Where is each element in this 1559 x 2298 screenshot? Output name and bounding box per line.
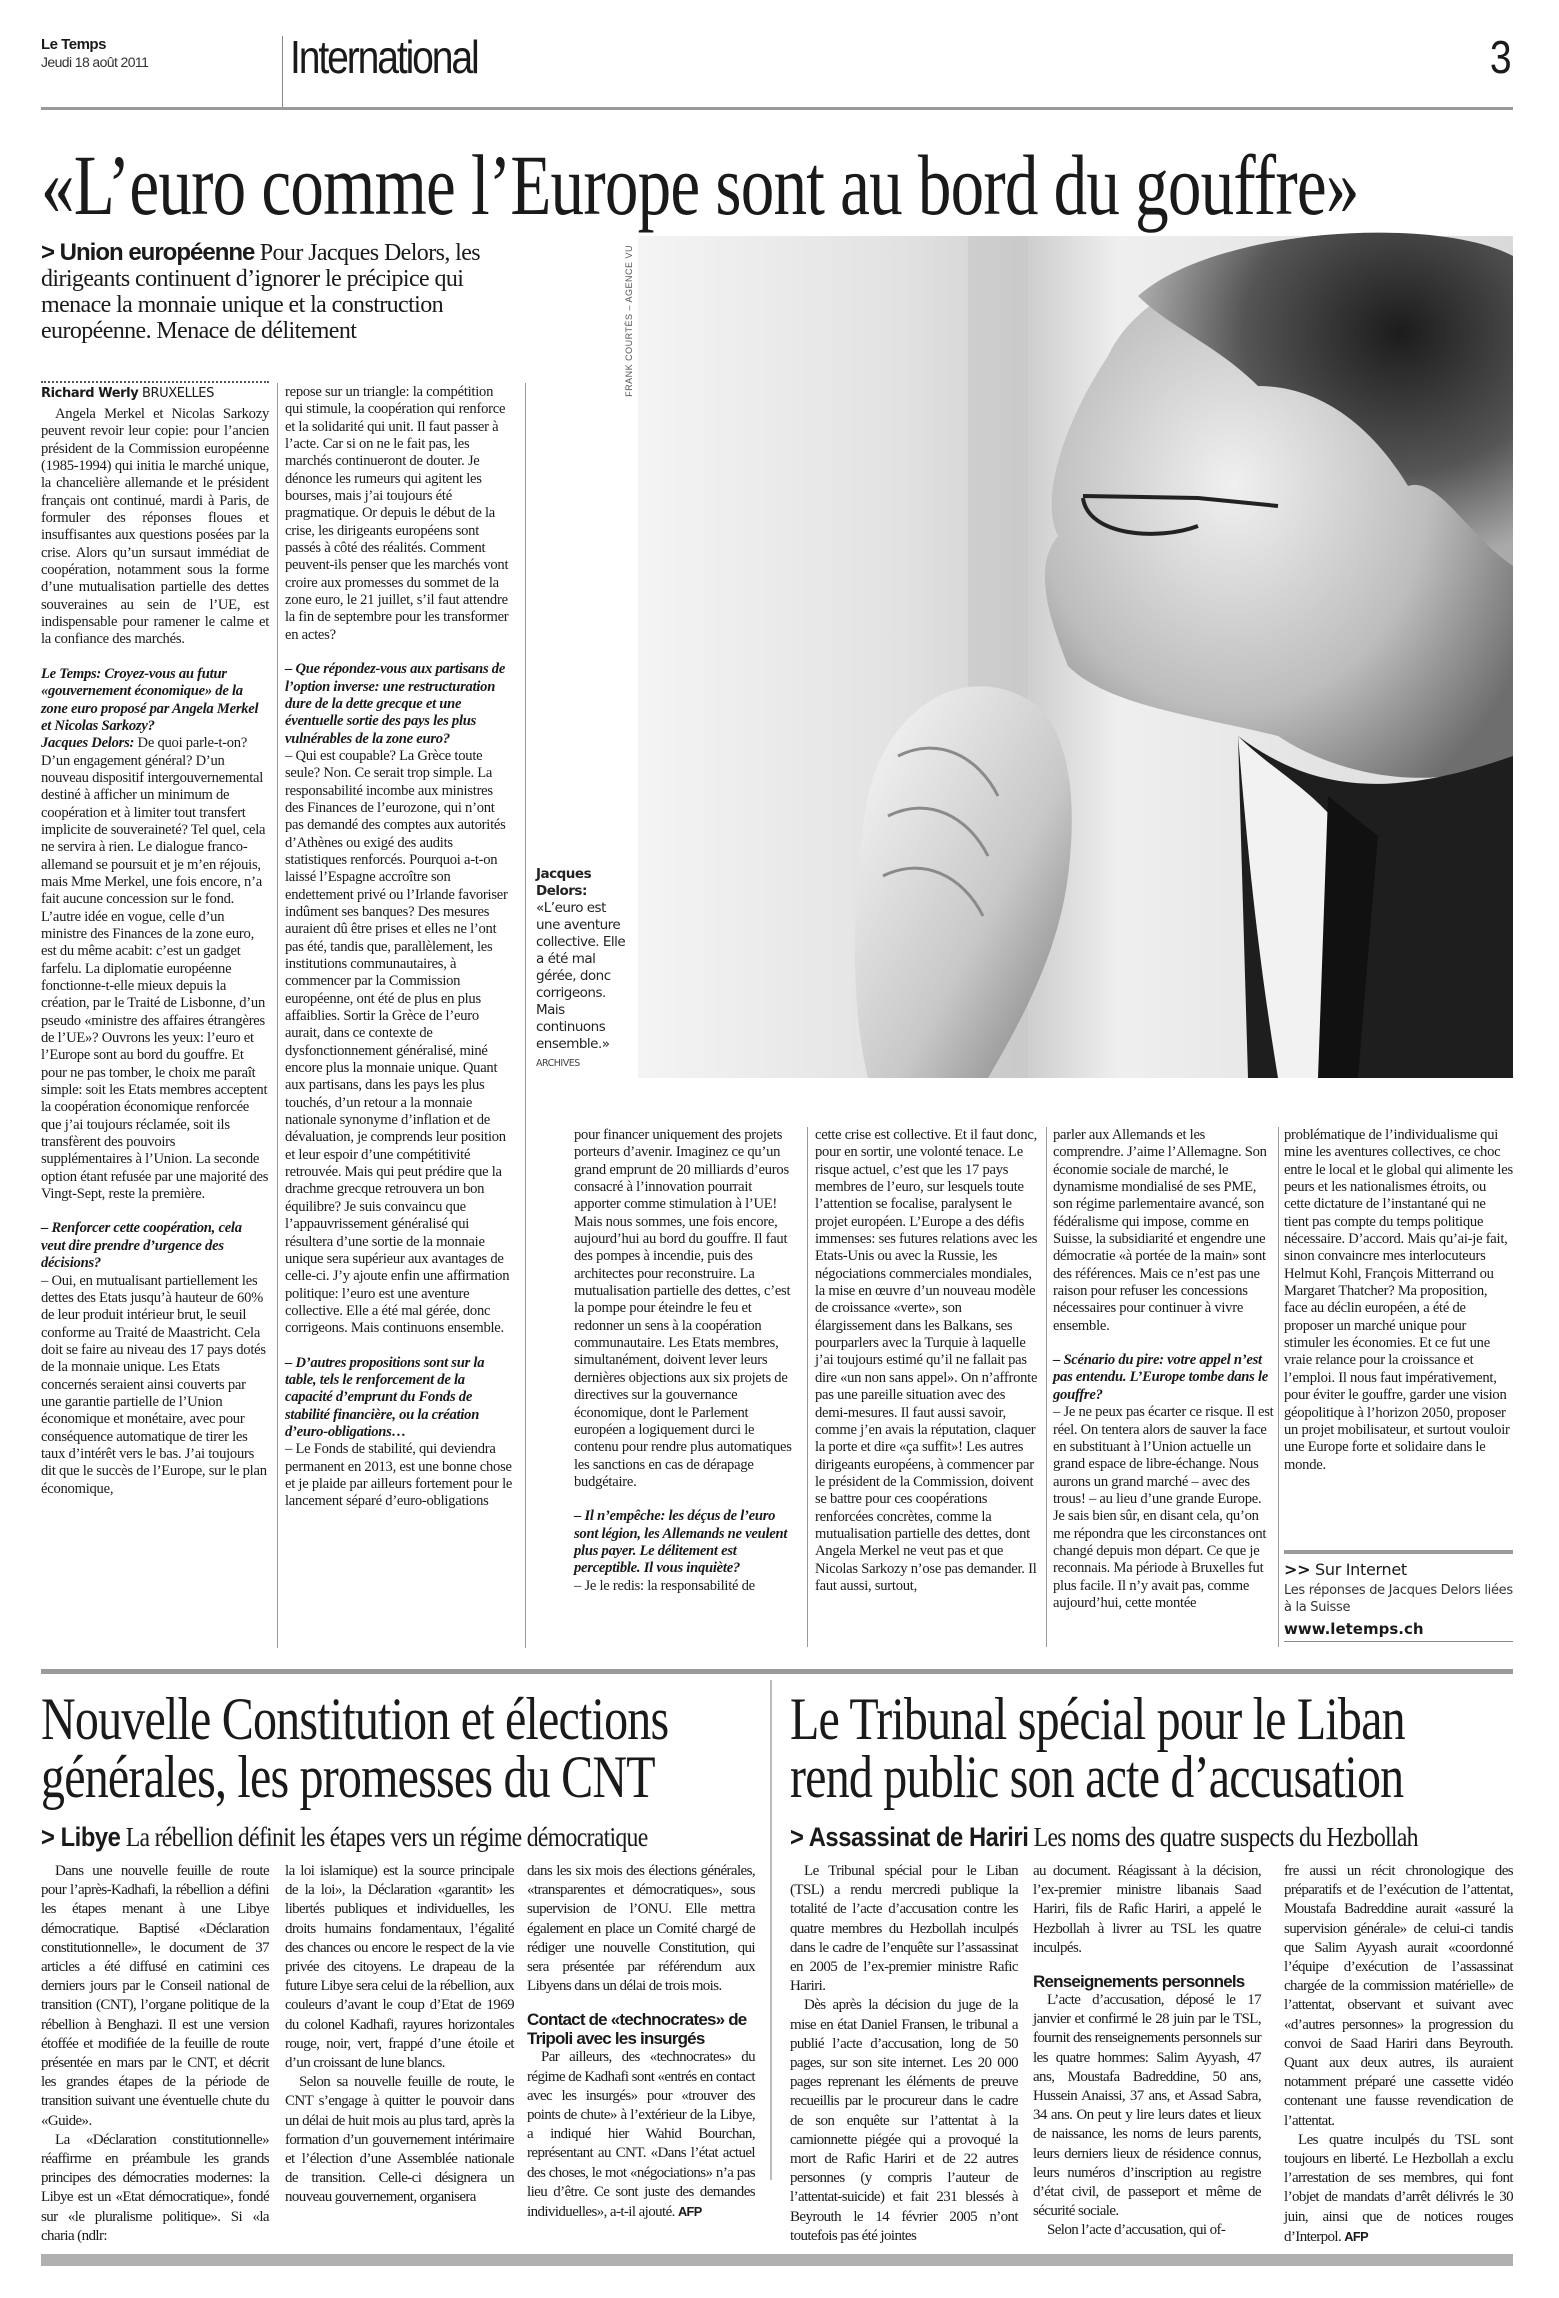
paragraph-text: cette crise est collective. Et il faut donc, pour en sortir, une volonté tenace. Le risque actuel, c’est que les 17 pays membres de l’euro, sur lesquels toute l’attention se focalise, paralysent le projet européen. L’Europe a des défis immenses: ses futures relations avec les Etats-Unis ou avec la Russie, les négociations commerciales mondiales, la mise en œuvre d’un nouveau modèle de croissance «verte», son élargissement dans les Balkans, ses pourparlers avec la Turquie à laquelle j’ai toujours estimé qu’il ne fallait pas dire «un non sans appel». On n’affronte pas une pareille situation avec des demi-mesures. Il faut aussi savoir, comme j’en avais la réputation, claquer la porte et dire «ça suffit»! Les autres dirigeants européens, à commencer par le président de la Commission, doivent se battre pour ces coopérations renforcées concrètes, comme la mutualisation partielle des dettes, dont Angela Merkel ne veut pas et que Nicolas Sarkozy n’ose pas demander. Il faut aussi, surtout, [815,1127,1038,1594]
libya-kicker: > Libye [41,1822,121,1852]
paragraph [1033,2221,1261,2240]
paragraph [527,2048,755,2222]
lebanon-column-2 [1033,1862,1261,2239]
lebanon-headline-line-1: Le Tribunal spécial pour le Liban [790,1686,1405,1752]
paragraph-text: pour financer uniquement des projets porteurs d’avenir. Imaginez ce qu’un grand emprunt de 20 milliards d’euros consacré à l’innovation pourrait apporter comme stimulation à l’UE! Mais nous sommes, une fois encore, aujourd’hui au bord du gouffre. Il faut des pompes à incendie, puis des architectes pour reconstruire. La mutualisation partielle des dettes, c’est la pompe pour éteindre le feu et redonner un sens à la coopération communautaire. Les Etats membres, simultanément, doivent lever leurs dernières objections aux six projets de directives sur la gouvernance économique, dont le Parlement européen a logiquement durci le contenu pour rendre plus automatiques les sanctions en cas de dérapage budgétaire. [574,1127,792,1490]
paragraph-text: – Le Fonds de stabilité, qui deviendra permanent en 2013, est une bonne chose et je plaide par ailleurs fortement pour le lancement séparé d’euro-obligations [285,1441,513,1510]
paragraph-text: L’acte d’accusation, déposé le 17 janvier et confirmé le 28 juin par le TSL, fournit des renseignements personnels sur les quatre hommes: Salim Ayyash, 47 ans, Moustafa Badreddine, 50 ans, Hussein Anaissi, 37 ans, et Assad Sabra, 34 ans. On peut y lire leurs dates et lieux de naissance, les noms de leurs parents, leurs derniers lieux de résidence connus, leurs numéros d’inscription au registre d’état civil, de passeport et même de sécurité sociale. [1033,1992,1261,2220]
photo-credit: FRANK COURTÈS – AGENCE VU [624,245,634,397]
paragraph [574,1578,798,1595]
article-column-5 [1053,1127,1275,1652]
paragraph-text: Les quatre inculpés du TSL sont toujours en liberté. Le Hezbollah a exclu l’arrestation de ses membres, qui font l’objet de mandats d’arrêt délivrés le 30 juin, ainsi que de notices rouges d’Interpol. [1284,2131,1513,2245]
paragraph [285,384,514,644]
libya-deck [41,1822,648,1853]
paragraph-text: fre aussi un récit chronologique des préparatifs et de l’exécution de l’attentat, Moustafa Badreddine aurait «assuré la supervision générale» de celui-ci tandis que Salim Ayyash aurait «coordonné l’équipe d’exécution de l’assassinat chargée de la commission matérielle» de l’attentat, observant et suivant avec «d’autres personnes» la progression du convoi de Saad Hariri dans Beyrouth. Quant aux deux autres, ils auraient notamment préparé une cassette vidéo contenant une fausse revendication de l’attentat. [1284,1863,1513,2129]
lebanon-headline [790,1686,1559,1810]
byline-author: Richard Werly [41,386,139,401]
lebanon-column-1 [790,1862,1018,2244]
lebanon-kicker: > Assassinat de Hariri [790,1822,1029,1852]
paragraph-text: – Je ne peux pas écarter ce risque. Il est réel. On tentera alors de sauver la face en substituant à l’Union actuelle un grand espace de libre-échange. Nous aurons un grand marché – avec des trous! – au lieu d’une grande Europe. Je sais bien sûr, en disant cela, qu’on me répondra que les circonstances ont changé depuis mon départ. Ce que je reconnais. Ma période à Bruxelles fut plus facile. Il n’y avait pas, comme aujourd’hui, cette montée [1053,1404,1274,1611]
paragraph-text: parler aux Allemands et les comprendre. J’aime l’Allemagne. Son économie sociale de marché, le dynamisme mondialisé de ses PME, son régime parlementaire avancé, son fédéralisme qui impose, comme en Suisse, la subsidiarité et engendre une démocratie «à portée de la main» sont des références. Mais ce n’est pas une raison pour refuser les concessions nécessaires pour continuer à vivre ensemble. [1053,1127,1267,1334]
web-teaser [1284,1550,1513,1642]
paragraph [41,1273,269,1498]
libya-headline-line-2: générales, les promesses du CNT [41,1744,655,1810]
web-teaser-text: Les réponses de Jacques Delors liées à la Suisse [1284,1583,1513,1615]
subheading: Contact de «technocrates» de Tripoli avec les insurgés [527,2010,747,2049]
column-divider [1278,1127,1279,1647]
paragraph-text: repose sur un triangle: la compétition qui stimule, la coopération qui renforce et la solidarité qui unit. Il faut passer à l’acte. Car si on ne le fait pas, les marchés continueront de douter. Je dénonce les rumeurs qui agitent les bourses, mais j’ai toujours été pragmatique. Or depuis le début de la crise, les dirigeants européens sont passés à côté des réalités. Comment peuvent-ils penser que les marchés vont croire aux promesses du sommet de la zone euro, le 21 juillet, s’il faut attendre la fin de septembre pour les transformer en actes? [285,384,509,643]
arrows-icon: >> [1284,1560,1311,1579]
byline-place: BRUXELLES [138,386,214,401]
issue-date: Jeudi 18 août 2011 [41,54,149,70]
interview-question [285,661,514,748]
page-number: 3 [1490,31,1512,83]
column-divider [277,383,278,1648]
byline-rule [41,381,269,383]
page-footer-bar [41,2254,1513,2266]
deck-text: Pour Jacques Delors, les dirigeants continuent d’ignorer le précipice qui menace la monnaie unique et la construction européenne. Menace de délitement [41,240,480,344]
main-headline: «L’euro comme l’Europe sont au bord du gouffre» [41,137,1359,233]
caption-name: Jacques Delors: [536,866,592,899]
libya-column-3 [527,1862,755,2221]
article-divider [770,1680,772,2180]
main-deck [41,240,511,344]
paragraph-text: Le Temps: Croyez-vous au futur «gouvernement économique» de la zone euro proposé par Angela Merkel et Nicolas Sarkozy? [41,665,259,734]
libya-headline [41,1686,825,1810]
photo-caption [536,866,632,1072]
paragraph-text: problématique de l’individualisme qui mine les aventures collectives, ce choc entre le local et le global qui alimente les peurs et les nationalismes étroits, ou cette dictature de l’instantané qui ne tient pas compte du temps politique nécessaire. D’accord. Mais qu’ai-je fait, sinon convaincre mes interlocuteurs Helmut Kohl, François Mitterrand ou Margaret Thatcher? Ma proposition, face au déclin européen, a été de proposer un marché unique pour stimuler les économies. Et ce fut une vraie relance pour la croissance et l’emploi. Il nous faut impérativement, pour éviter le gouffre, garder une vision géopolitique à l’horizon 2050, proposer un projet mobilisateur, et surtout vouloir une Europe forte et solidaire dans le monde. [1284,1127,1513,1473]
paragraph [1033,1991,1261,2221]
paragraph [1284,1862,1513,2131]
section-separator [41,1669,1513,1674]
libya-deck-text: La rébellion définit les étapes vers un régime démocratique [120,1822,648,1852]
paragraph [285,1441,514,1510]
deck-kicker: > Union européenne [41,239,255,266]
web-teaser-link[interactable]: www.letemps.ch [1284,1620,1513,1642]
paragraph-text: – Scénario du pire: votre appel n’est pas entendu. L’Europe tombe dans le gouffre? [1053,1352,1269,1403]
paragraph [527,1862,755,1996]
paragraph-text: au document. Réagissant à la décision, l’ex-premier ministre libanais Saad Hariri, fils de Rafic Hariri, a appelé le Hezbollah à livrer au TSL les quatre inculpés. [1033,1863,1261,1956]
paragraph-text: dans les six mois des élections générales, «transparentes et démocratiques», sous supervision de l’ONU. Elle mettra également en place un Comité chargé de rédiger une nouvelle Constitution, qui sera présentée par référendum aux Libyens dans un délai de trois mois. [527,1863,755,1995]
paragraph [1053,1404,1275,1612]
paragraph [41,735,269,1203]
interview-question [41,666,269,735]
lebanon-column-3 [1284,1862,1513,2245]
article-column-1 [41,406,269,1651]
paragraph-text: Angela Merkel et Nicolas Sarkozy peuvent revoir leur copie: pour l’ancien président de la Commission européenne (1985-1994) qui initia le marché unique, la chancelière allemande et le président français ont continué, mardi à Paris, de formuler des réponses floues et insuffisantes aux questions posées par la crise. Alors qu’un sursaut immédiat de coopération, notamment sous la forme d’une mutualisation partielle des dettes souveraines au sein de l’UE, est indispensable pour ramener le calme et la confiance des marchés. [41,406,269,648]
paragraph-text: De quoi parle-t-on? D’un engagement général? D’un nouveau dispositif intergouvernemental destiné à afficher un minimum de coopération et à limiter tout transfert implicite de souveraineté? Tel quel, cela ne servira à rien. Le dialogue franco-allemand se poursuit et je m’en réjouis, mais Mme Merkel, une fois encore, n’a fait aucune concession sur le fond. L’autre idée en vogue, celle d’un ministre des Finances de la zone euro, est du même acabit: c’est un gadget farfelu. La diplomatie européenne fonctionne-t-elle mieux depuis la création, par le Traité de Lisbonne, d’un pseudo «ministre des affaires étrangères de l’UE»? Ouvrons les yeux: l’euro et l’Europe sont au bord du gouffre. Et pour ne pas tomber, le choix me paraît simple: soit les Etats membres acceptent la coopération économique renforcée que j’ai toujours réclamée, soit ils transfèrent des pouvoirs supplémentaires à l’Union. La seconde option étant refusée par une majorité des Vingt-Sept, reste la première. [41,735,269,1203]
paragraph-text: Selon l’acte d’accusation, qui of- [1047,2222,1226,2239]
lebanon-headline-line-2: rend public son acte d’accusation [790,1744,1404,1810]
paragraph-text: – Que répondez-vous aux partisans de l’option inverse: une restructuration dure de la dette grecque et une éventuelle sortie des pays les plus vulnérables de la zone euro? [285,661,506,747]
libya-headline-line-1: Nouvelle Constitution et élections [41,1686,669,1752]
article-column-6 [1284,1127,1513,1547]
article-column-3 [574,1127,798,1652]
portrait-photo [638,236,1513,1078]
header-rule [41,107,1513,110]
libya-column-2 [285,1862,514,2206]
paragraph-text: la loi islamique) est la source principale de la loi», la Déclaration «garantit» les libertés publiques et individuelles, les droits humains fondamentaux, l’égalité des chances ou encore le respect de la vie privée des citoyens. Le drapeau de la future Libye sera celui de la rébellion, aux couleurs d’avant le coup d’Etat de 1969 du colonel Kadhafi, rayures horizontales rouge, noir, vert, frappé d’une étoile et d’un croissant de lune blancs. [285,1863,514,2072]
paragraph-text: Par ailleurs, des «technocrates» du régime de Kadhafi sont «entrés en contact avec les insurgés» pour «trouver des points de chute» à l’extérieur de la Libye, a indiqué hier Wahid Bourchan, représentant au CNT. «Dans l’état actuel des choses, le mot «négociations» n’a pas lieu d’être. Ce sont juste des demandes individuelles», a-t-il ajouté. [527,2049,755,2221]
paragraph [41,1862,269,2131]
paragraph [574,1127,798,1491]
paragraph [790,1996,1018,2246]
speaker-label: Jacques Delors: [41,735,135,752]
paragraph-text: – Renforcer cette coopération, cela veut dire prendre d’urgence des décisions? [41,1220,242,1272]
web-teaser-title: Sur Internet [1310,1560,1407,1579]
caption-credit: ARCHIVES [536,1058,580,1069]
paragraph [41,2131,269,2246]
paragraph-text: – D’autres propositions sont sur la table, tels le renforcement de la capacité d’emprunt du Fonds de stabilité financière, ou la création d’euro-obligations… [285,1354,485,1440]
paragraph-text: – Il n’empêche: les déçus de l’euro sont légion, les Allemands ne veulent plus payer. Le délitement est perceptible. Il vous inquiète? [574,1508,788,1577]
agency-signature: AFP [1344,2228,1368,2244]
section-title: International [290,31,478,83]
paragraph [41,406,269,649]
paragraph [1053,1127,1275,1335]
paragraph [1284,2131,1513,2247]
paragraph-text: Dès après la décision du juge de la mise en état Daniel Fransen, le tribunal a publié l’acte d’accusation, long de 50 pages, sur son site internet. Les 20 000 pages reprenant les éléments de preuve recueillis par le procureur dans le cadre de son enquête sur l’attentat à la camionnette piégée qui a provoqué la mort de Rafic Hariri et de 22 autres personnes (y compris l’auteur de l’attentat-suicide) et fait 231 blessés à Beyrouth le 14 février 2005 n’ont toutefois pas été jointes [790,1997,1018,2244]
paragraph [285,2073,514,2207]
paragraph-text: Dans une nouvelle feuille de route pour l’après-Kadhafi, la rébellion a défini les étapes menant à une Libye démocratique. Baptisé «Déclaration constitutionnelle», le document de 37 articles a été diffusé en catimini ces derniers jours par le Conseil national de transition (CNT), l’organe politique de la rébellion à Benghazi. Il est une version étoffée et modifiée de la feuille de route présentée en mars par le CNT, et décrit les grandes étapes de la période de transition suivant une éventuelle chute du «Guide». [41,1863,269,2129]
web-teaser-label [1284,1560,1513,1579]
paragraph [1284,1127,1513,1474]
paragraph-text: – Je le redis: la responsabilité de [574,1577,755,1594]
interview-question [1053,1352,1275,1404]
header-divider [282,36,283,108]
column-divider [525,383,526,1648]
libya-column-1 [41,1862,269,2244]
paragraph-text: – Oui, en mutualisant partiellement les dettes des Etats jusqu’à hauteur de 60% de leur produit intérieur brut, le seuil conforme au Traité de Maastricht. Cela doit se faire au niveau des 17 pays dotés de la monnaie unique. Les Etats concernés seraient ainsi couverts par une garantie partielle de l’Union économique et monétaire, avec pour conséquence automatique de tirer les taux d’intérêt vers le bas. J’ai toujours dit que le succès de l’Europe, sur le plan économique, [41,1272,267,1497]
agency-signature: AFP [677,2204,702,2220]
paragraph [285,1862,514,2073]
paragraph [815,1127,1039,1595]
subheading: Renseignements personnels [1033,1972,1245,1992]
lebanon-deck [790,1822,1418,1853]
lebanon-deck-text: Les noms des quatre suspects du Hezbollah [1028,1822,1418,1852]
column-divider [1046,1127,1047,1647]
interview-question [41,1220,269,1272]
paragraph-text: Le Tribunal spécial pour le Liban (TSL) a rendu mercredi publique la totalité de l’acte d’accusation contre les quatre membres du Hezbollah inculpés dans le cadre de l’enquête sur l’assassinat en 2005 de l’ex-premier ministre Rafic Hariri. [790,1863,1018,1995]
byline [41,386,214,401]
column-divider [807,1127,808,1647]
paragraph-text: Selon sa nouvelle feuille de route, le CNT s’engage à quitter le pouvoir dans un délai de huit mois au plus tard, après la formation d’un gouvernement intérimaire et l’élection d’une Assemblée nationale de transition. Celle-ci désignera un nouveau gouvernement, organisera [285,2074,514,2206]
web-teaser-rule [1284,1550,1513,1554]
article-column-4 [815,1127,1039,1652]
paragraph-text: La «Déclaration constitutionnelle» réaffirme en préambule les grands principes des démocraties modernes: la Libye est un «Etat démocratique», fondé sur «le pluralisme politique». Si «la charia (ndlr: [41,2131,269,2244]
newspaper-name: Le Temps [41,36,106,53]
paragraph [1033,1862,1261,1958]
caption-quote: «L’euro est une aventure collective. Elle a été mal gérée, donc corrigeons. Mais continuons ensemble.» [536,900,626,1052]
paragraph-text: – Qui est coupable? La Grèce toute seule? Non. Ce serait trop simple. La responsabilité incombe aux ministres des Finances de l’eurozone, qui n’ont pas demandé des comptes aux autorités d’Athènes ou exigé des audits statistiques renforcés. Pourquoi a-t-on laissé l’Espagne accroître son endettement privé ou l’Irlande favoriser indûment ses banques? Des mesures auraient dû être prises et elles ne l’ont pas été, tandis que, parallèlement, les institutions communautaires, à commencer par la Commission européenne, ont été de plus en plus affaiblies. Sortir la Grèce de l’euro aurait, dans ce contexte de dysfonctionnement généralisé, miné encore plus la monnaie unique. Quant aux partisans, dans les pays les plus touchés, d’un retour a la monnaie nationale synonyme d’inflation et de dévaluation, je comprends leur position et leur espoir d’une compétitivité retrouvée. Mais qui peut prédire que la drachme grecque retrouvera un bon équilibre? Je suis convaincu que l’appauvrissement généralisé qui résultera d’une sortie de la monnaie unique sera supérieur aux avantages de celle-ci. J’y ajoute enfin une affirmation politique: l’euro est une aventure collective. Elle a été mal gérée, donc corrigeons. Mais continuons ensemble. [285,747,510,1337]
jacques-delors-photo [638,236,1513,1078]
paragraph [285,748,514,1338]
interview-question [574,1508,798,1577]
interview-question [285,1355,514,1442]
paragraph [790,1862,1018,1996]
article-column-2 [285,384,514,1651]
